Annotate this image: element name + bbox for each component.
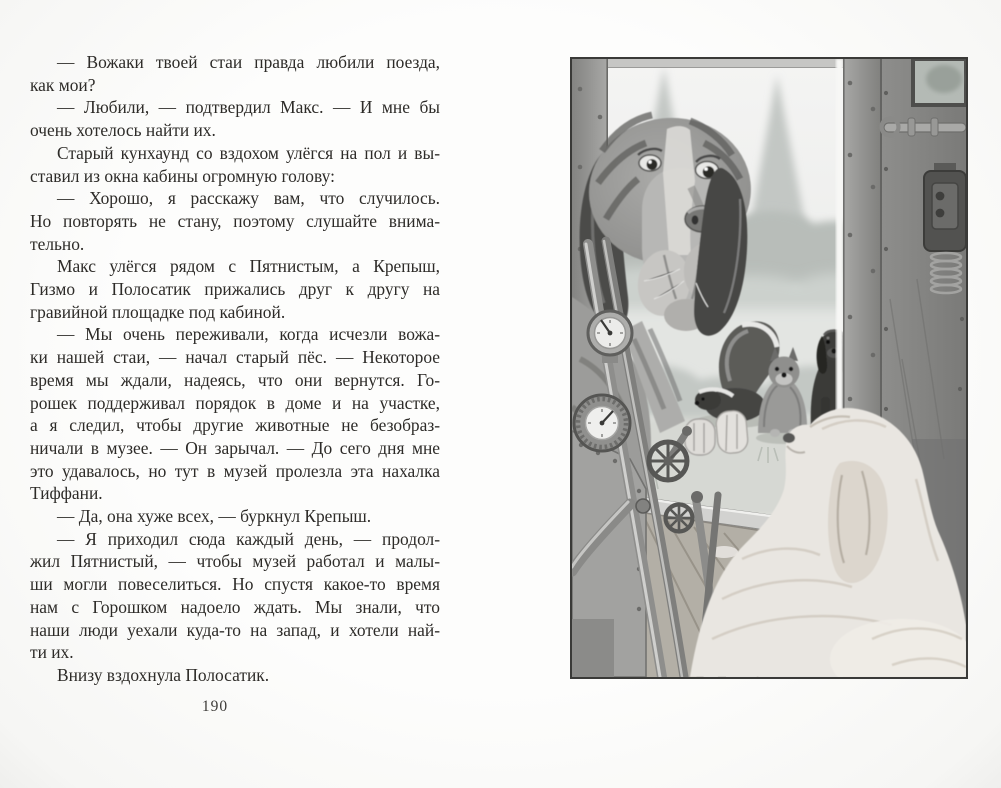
- text-line: очень хотелось найти их.: [30, 120, 216, 141]
- text-line: как мои?: [30, 74, 96, 95]
- text-line: Старый кунхаунд со вздохом улёгся на пол и вы-: [57, 142, 440, 163]
- text-line: наши люди уехали куда-то на запад, и хотели най-: [30, 619, 440, 640]
- pressure-gauge-lower: [574, 395, 630, 451]
- text-line: ставил из окна кабины огромную голову:: [30, 165, 335, 186]
- text-line: нам с Горошком надоело ждать. Мы знали, что: [30, 596, 440, 617]
- text-line: ки нашей стаи, — начал старый пёс. — Некоторое: [30, 347, 440, 368]
- text-line: — Любили, — подтвердил Макс. — И мне бы: [57, 97, 440, 118]
- text-column: [30, 51, 440, 687]
- text-line: а я следил, чтобы другие животные не безобраз-: [30, 415, 440, 436]
- text-line: Макс улёгся рядом с Пятнистым, а Крепыш,: [57, 256, 440, 277]
- illustration-figure: [570, 57, 968, 679]
- page-number: 190: [201, 698, 229, 715]
- valve-wheel-lower: [666, 505, 693, 532]
- text-line: ничали в музее. — Он зарычал. — До сего дня мне: [30, 437, 440, 458]
- valve-knob: [636, 499, 650, 513]
- text-line: тельно.: [30, 233, 85, 254]
- text-line: время мы ждали, надеясь, что они вернутся. Го-: [30, 369, 440, 390]
- door-window: [913, 59, 966, 105]
- text-line: рошек поддерживал порядок в доме и на участке,: [30, 392, 440, 413]
- text-line: — Я приходил сюда каждый день, — продол-: [57, 528, 440, 549]
- text-line: — Вожаки твоей стаи правда любили поезда,: [57, 52, 440, 72]
- text-line: ти их.: [30, 642, 74, 663]
- text-line: — Хорошо, я расскажу вам, что случилось.: [57, 188, 440, 209]
- text-line: — Да, она хуже всех, — буркнул Крепыш.: [57, 506, 372, 527]
- text-line: гравийной площадке под кабиной.: [30, 301, 286, 322]
- window-top-bar: [608, 59, 868, 67]
- illustration-svg: [572, 59, 966, 677]
- text-line: Гизмо и Полосатик прижались друг к другу на: [30, 279, 440, 300]
- text-line: Тиффани.: [30, 483, 103, 504]
- text-line: это удавалось, но тут в музей пролезла эта нахалка: [30, 460, 440, 481]
- text-line: — Мы очень переживали, когда исчезли вожа-: [57, 324, 440, 345]
- text-line: Внизу вздохнула Полосатик.: [57, 664, 270, 685]
- text-line: жил Пятнистый, — чтобы музей работал и малы-: [30, 551, 440, 572]
- text-line: Но повторять не стану, поэтому слушайте внима-: [30, 210, 440, 231]
- text-line: ши могли повеселиться. Но спустя какое-то время: [30, 574, 440, 595]
- labrador-nose: [783, 433, 795, 443]
